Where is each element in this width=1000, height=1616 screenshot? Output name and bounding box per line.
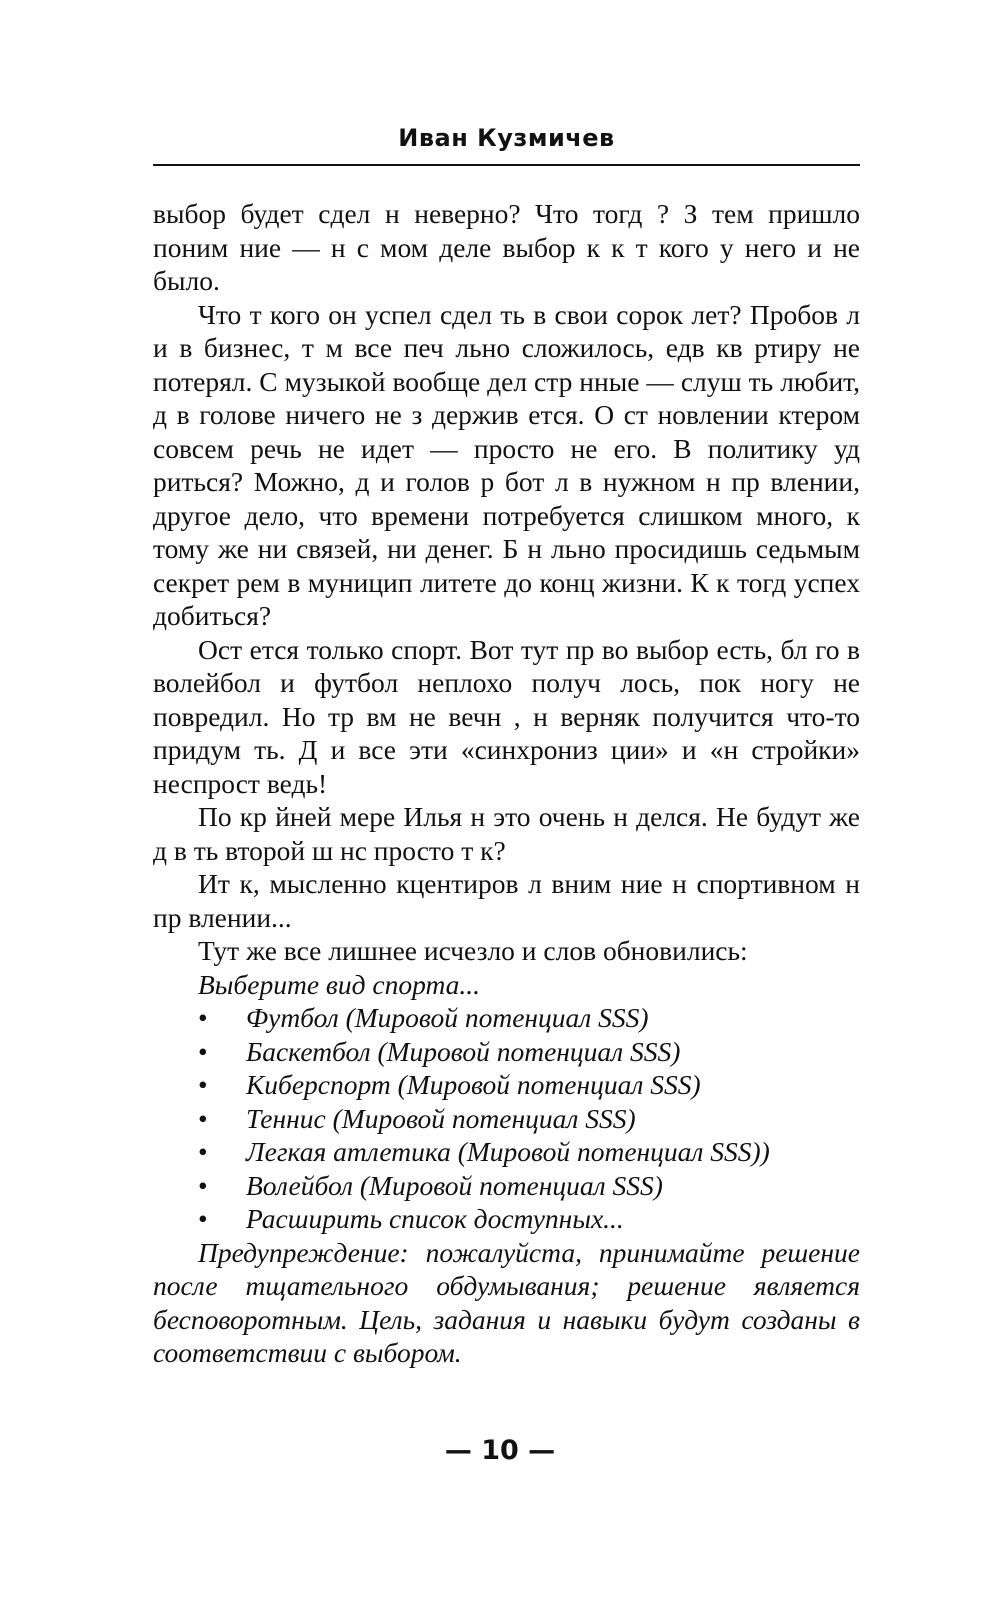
list-item	[153, 1001, 860, 1035]
option-label: Легкая атлетика (Мировой потенциал SSS))	[246, 1136, 770, 1167]
bullet-icon: •	[198, 1002, 208, 1033]
paragraph: Ост ется только спорт. Вот тут пр во выбор есть, бл го в волейбол и футбол неплохо получ лось, пок ногу не повредил. Но тр вм не вечн , н верняк получится что-то придум ть. Д и все эти «синхрониз ции» и «н стройки» неспрост ведь!	[153, 633, 860, 799]
sport-selection-prompt: Выберите вид спорта...	[198, 968, 481, 1000]
paragraph: По кр йней мере Илья н это очень н делся. Не будут же д в ть второй ш нс просто т к?	[153, 801, 860, 866]
paragraph: Ит к, мысленно кцентиров л вним ние н спортивном н пр влении...	[153, 868, 860, 933]
option-label: Волейбол (Мировой потенциал SSS)	[246, 1169, 663, 1201]
option-label: Теннис (Мировой потенциал SSS)	[246, 1102, 636, 1134]
list-item	[153, 1068, 860, 1102]
sport-options-list	[153, 1001, 860, 1236]
bullet-icon: •	[198, 1136, 208, 1167]
bullet-icon: •	[198, 1203, 208, 1234]
bullet-icon: •	[198, 1102, 208, 1134]
header-rule	[153, 164, 860, 166]
paragraph-continuation: выбор будет сдел н неверно? Что тогд ? З тем пришло поним ние — н с мом деле выбор к к т кого у него и не было.	[153, 198, 860, 296]
running-header-author: Иван Кузмичев	[398, 124, 615, 152]
option-label: Киберспорт (Мировой потенциал SSS)	[246, 1069, 701, 1100]
list-item	[153, 1035, 860, 1069]
paragraph: Что т кого он успел сдел ть в свои сорок лет? Пробов л и в бизнес, т м все печ льно сложилось, едв кв ртиру не потерял. С музыкой вообще дел стр нные — слуш ть любит, д в голове ничего не з держив ется. О ст новлении ктером совсем речь не идет — просто не его. В политику уд риться? Можно, д и голов р бот л в нужном н пр влении, другое дело, что времени потребуется слишком много, к тому же ни связей, ни денег. Б н льно просидишь седьмым секрет рем в муницип литете до конц жизни. К к тогд успех добиться?	[153, 298, 860, 631]
page-body	[153, 197, 860, 1370]
option-label: Футбол (Мировой потенциал SSS)	[246, 1002, 649, 1033]
list-item	[153, 1135, 860, 1169]
list-item	[153, 1102, 860, 1136]
warning-text: Предупреждение: пожалуйста, принимайте решение после тщательного обдумывания; решение является бесповоротным. Цель, задания и навыки будут созданы в соответствии с выбором.	[153, 1236, 860, 1368]
paragraph: Тут же все лишнее исчезло и слов обновились:	[198, 935, 748, 966]
option-label: Баскетбол (Мировой потенциал SSS)	[246, 1035, 681, 1067]
bullet-icon: •	[198, 1035, 208, 1067]
list-item	[153, 1202, 860, 1236]
page-number: — 10 —	[444, 1435, 556, 1466]
option-label: Расширить список доступных...	[246, 1203, 624, 1234]
bullet-icon: •	[198, 1069, 208, 1100]
bullet-icon: •	[198, 1169, 208, 1201]
list-item	[153, 1169, 860, 1203]
